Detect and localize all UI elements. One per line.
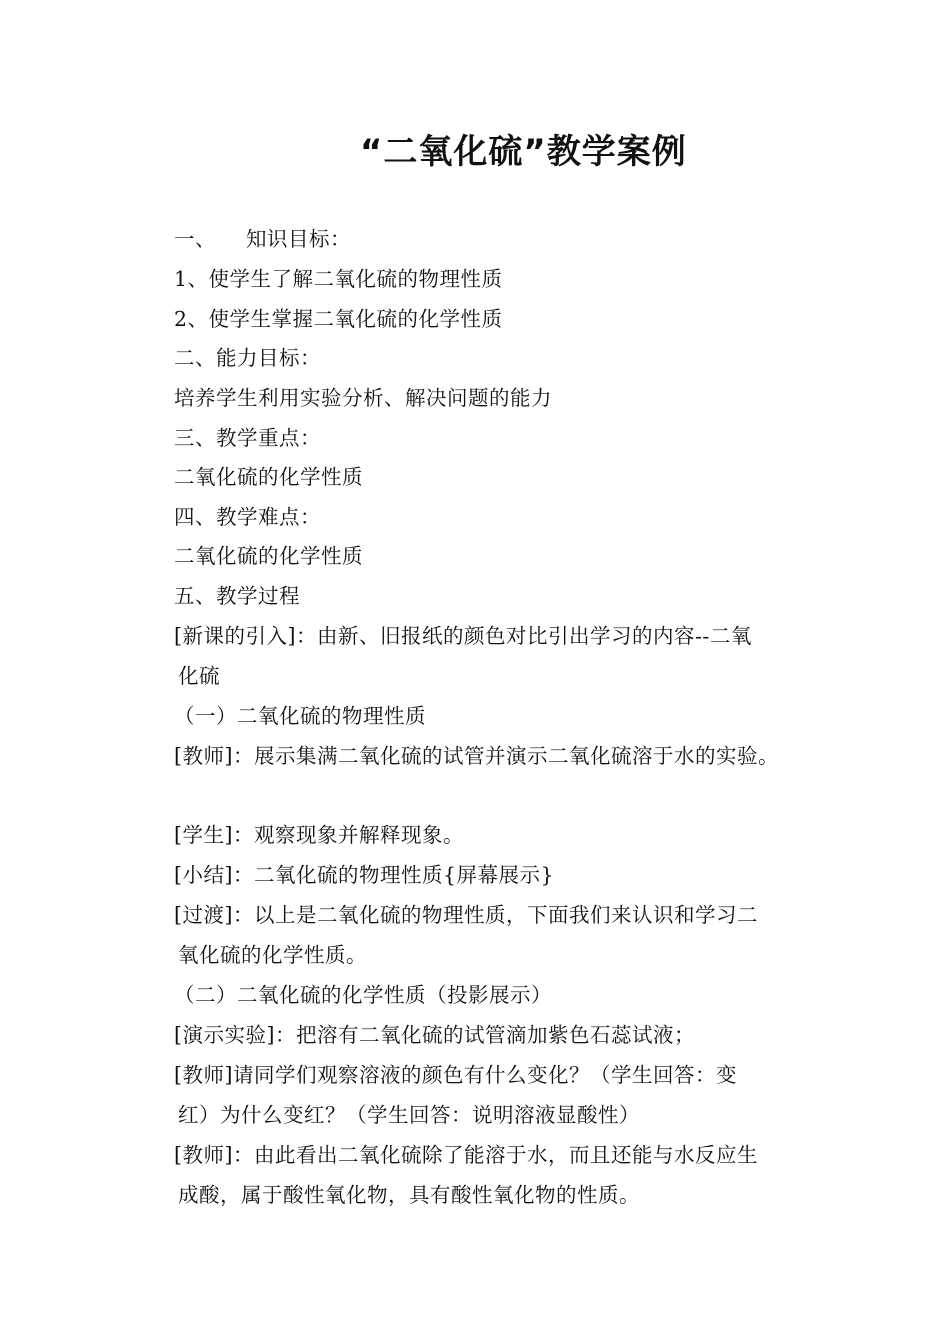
text-line: [演示实验]：把溶有二氧化硫的试管滴加紫色石蕊试液； [174,1023,695,1047]
text-line: 二氧化硫的化学性质 [174,544,363,568]
section-heading: 四、教学难点： [174,505,321,529]
section-heading-knowledge-goals [174,222,351,252]
text-line: 成酸，属于酸性氧化物，具有酸性氧化物的性质。 [178,1183,640,1207]
section-heading: 二、能力目标： [174,346,321,370]
text-line: [教师]：展示集满二氧化硫的试管并演示二氧化硫溶于水的实验。 [174,744,779,768]
section-title: 知识目标： [246,227,351,251]
document-title: “二氧化硫”教学案例 [360,132,687,172]
section-heading: 三、教学重点： [174,426,321,450]
text-line: 二氧化硫的化学性质 [174,465,363,489]
text-line: [过渡]：以上是二氧化硫的物理性质，下面我们来认识和学习二 [174,903,758,927]
text-line: 培养学生利用实验分析、解决问题的能力 [174,386,552,410]
text-line: [教师]请同学们观察溶液的颜色有什么变化？（学生回答：变 [174,1063,737,1087]
text-line: 1、使学生了解二氧化硫的物理性质 [174,267,503,291]
text-line: 2、使学生掌握二氧化硫的化学性质 [174,307,503,331]
text-line: 氧化硫的化学性质。 [178,943,367,967]
subsection-heading: （二）二氧化硫的化学性质（投影展示） [174,983,552,1007]
text-line: [新课的引入]：由新、旧报纸的颜色对比引出学习的内容--二氧 [174,624,752,648]
text-line: 化硫 [178,664,220,688]
text-line: 红）为什么变红？（学生回答：说明溶液显酸性） [178,1103,640,1127]
text-line: [教师]：由此看出二氧化硫除了能溶于水，而且还能与水反应生 [174,1143,758,1167]
section-heading: 五、教学过程 [174,584,300,608]
text-line: [学生]：观察现象并解释现象。 [174,823,464,847]
subsection-heading: （一）二氧化硫的物理性质 [174,704,426,728]
section-number: 一、 [174,227,216,251]
text-line: [小结]：二氧化硫的物理性质{屏幕展示} [174,863,555,887]
